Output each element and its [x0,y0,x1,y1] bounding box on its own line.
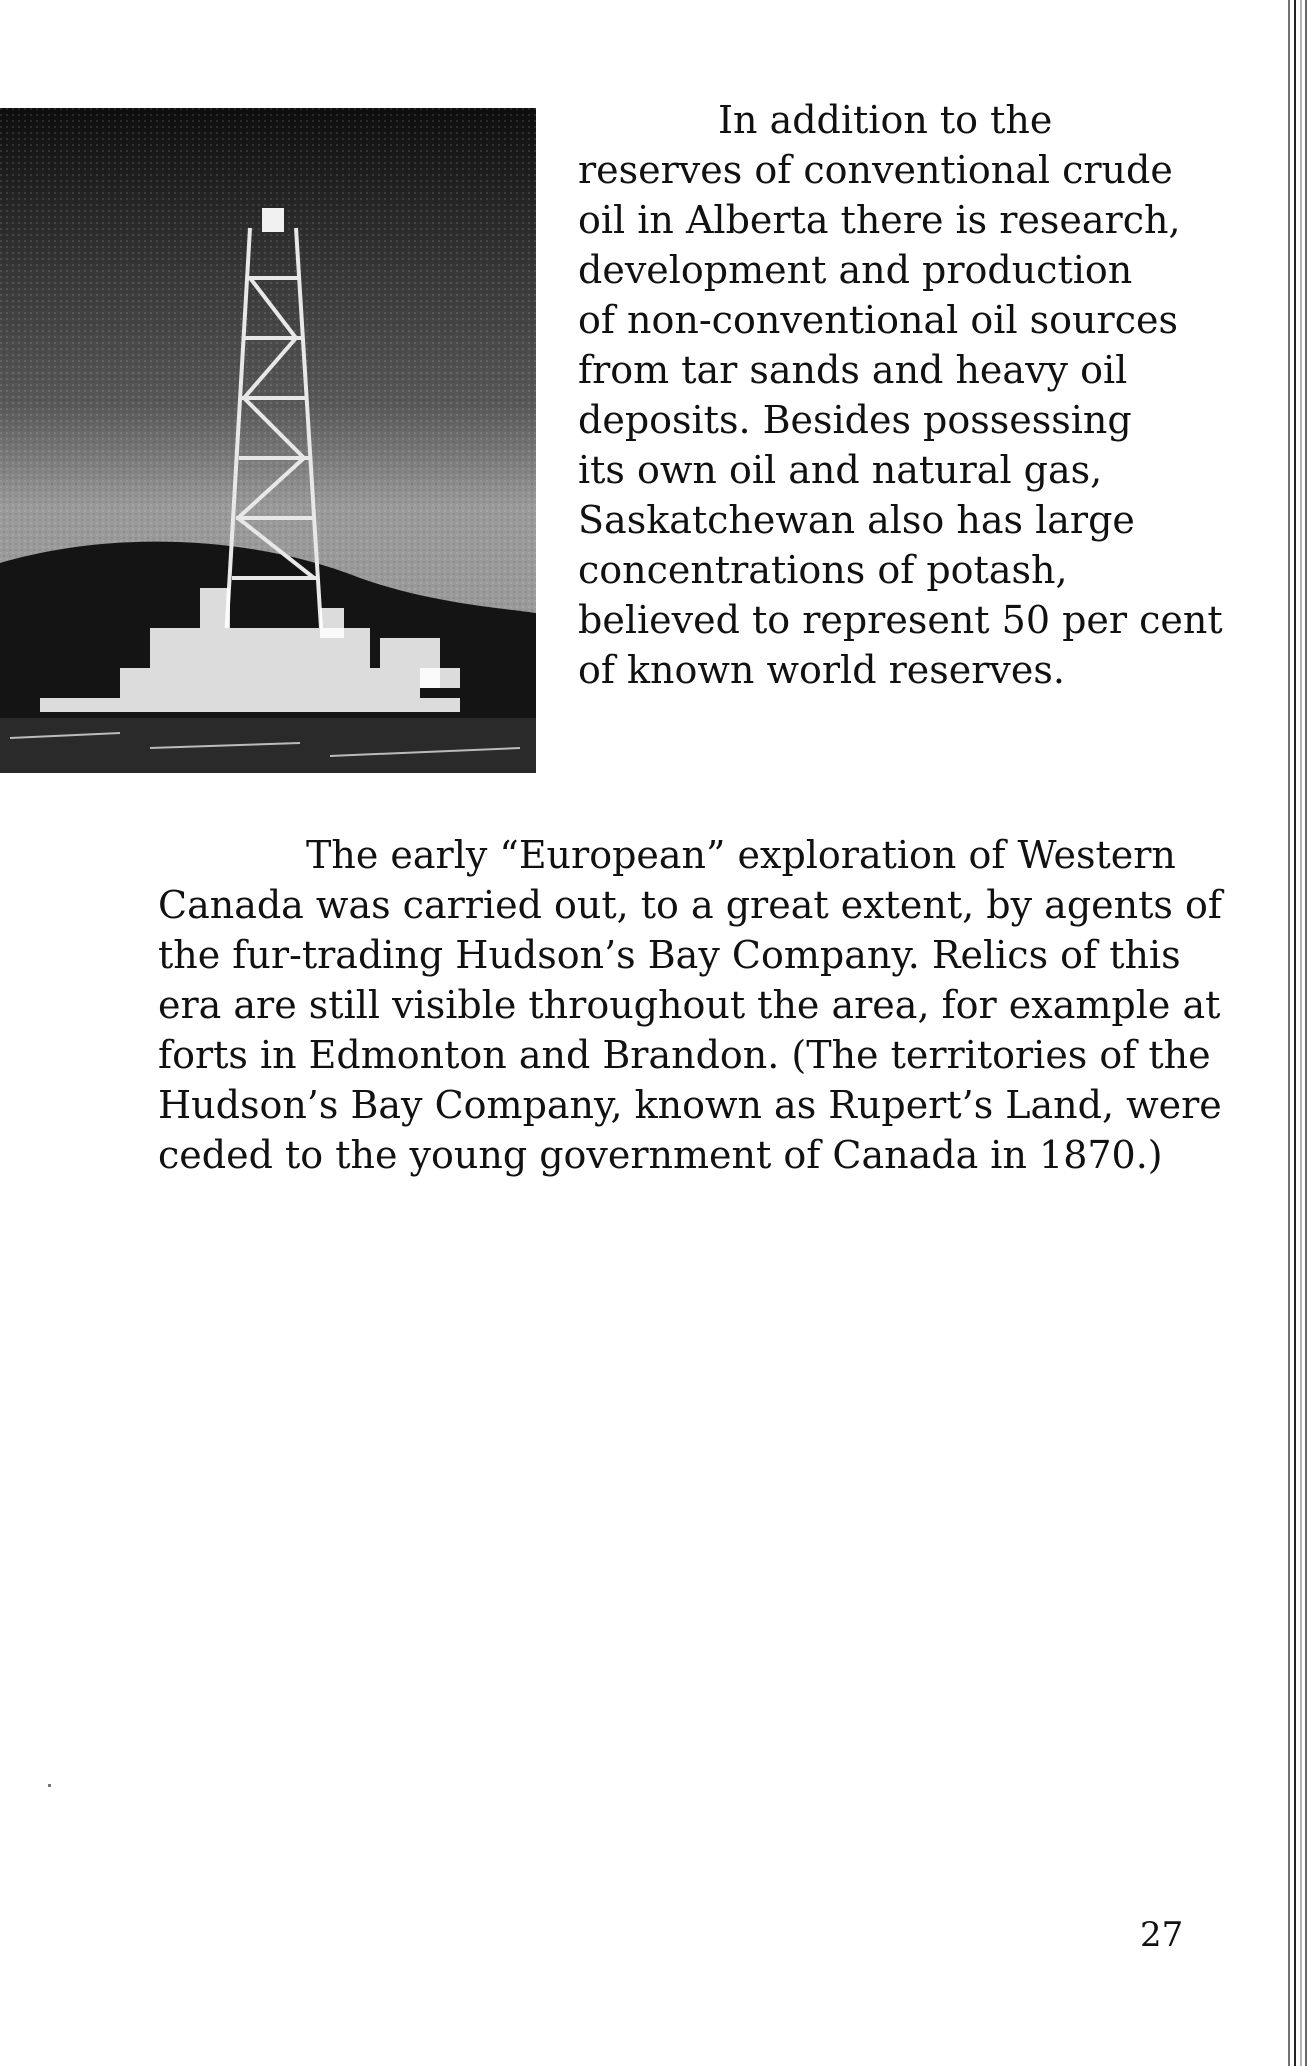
paragraph1-line: deposits. Besides possessing [578,398,1132,442]
paragraph2-line: ceded to the young government of Canada in 1870.) [158,1133,1163,1177]
oil-derrick-photo [0,108,536,773]
paragraph1-line: oil in Alberta there is research, [578,198,1181,242]
paragraph2-line: forts in Edmonton and Brandon. (The territories of the [158,1033,1211,1077]
paragraph2-line: The early “European” exploration of Western [306,833,1176,877]
paragraph1-line: from tar sands and heavy oil [578,348,1128,392]
oil-derrick-illustration [0,108,536,773]
paragraph2-line: Hudson’s Bay Company, known as Rupert’s Land, were [158,1083,1222,1127]
paragraph1-line: development and production [578,248,1133,292]
paragraph1-line: Saskatchewan also has large [578,498,1135,542]
paragraph1-line: of non-conventional oil sources [578,298,1178,342]
page-number: 27 [1140,1915,1184,1955]
paragraph-exploration [158,830,1258,1180]
paragraph2-line: era are still visible throughout the area, for example at [158,983,1221,1027]
paragraph1-line: believed to represent 50 per cent [578,598,1223,642]
paragraph1-line: its own oil and natural gas, [578,448,1103,492]
paragraph2-line: the fur-trading Hudson’s Bay Company. Relics of this [158,933,1181,977]
paragraph1-line: In addition to the [718,98,1053,142]
scan-binding-edge [1283,0,1311,2066]
paragraph2-line: Canada was carried out, to a great extent, by agents of [158,883,1222,927]
paragraph1-line: reserves of conventional crude [578,148,1173,192]
paragraph1-line: of known world reserves. [578,648,1065,692]
paragraph-resources [578,95,1278,695]
paragraph1-line: concentrations of potash, [578,548,1068,592]
scan-speck [48,1784,51,1787]
